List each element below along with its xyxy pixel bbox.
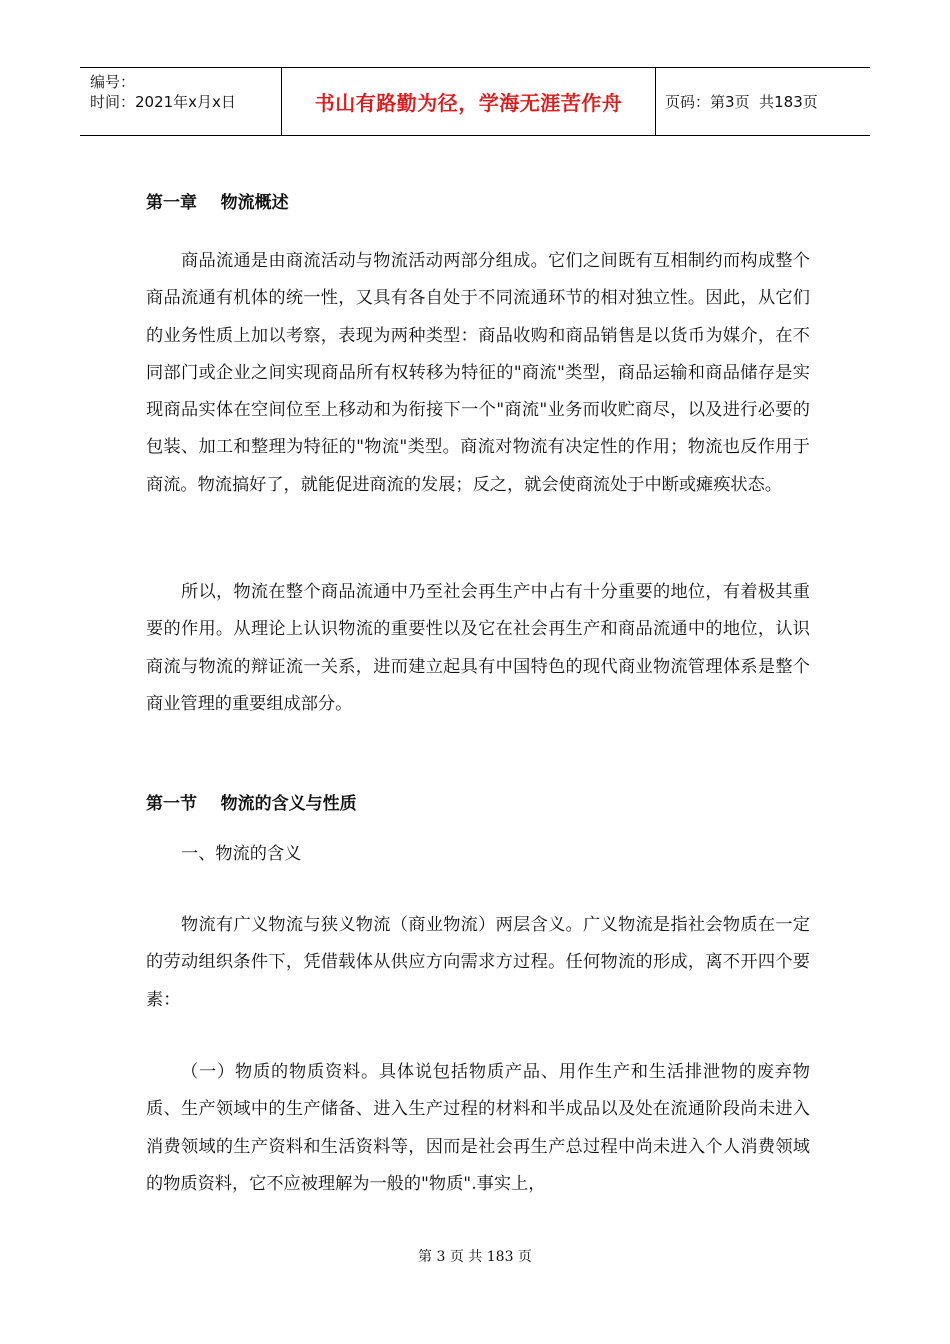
paragraph-intro-1: 商品流通是由商流活动与物流活动两部分组成。它们之间既有互相制约而构成整个商品流通有机体的统一性，又具有各自处于不同流通环节的相对独立性。因此，从它们的业务性质上加以考察，表现为两种类型：商品收购和商品销售是以货币为媒介，在不同部门或企业之间实现商品所有权转移为特征的"商流"类型，商品运输和商品储存是实现商品实体在空间位至上移动和为衔接下一个"商流"业务而收贮商尽，以及进行必要的包装、加工和整理为特征的"物流"类型。商流对物流有决定性的作用；物流也反作用于商流。物流搞好了，就能促进商流的发展；反之，就会使商流处于中断或瘫痪状态。 [146, 251, 810, 495]
paragraph-item-1: （一）物质的物质资料。具体说包括物质产品、用作生产和生活排泄物的废弃物质、生产领域中的生产储备、进入生产过程的材料和半成品以及处在流通阶段尚未进入消费领域的生产资料和生活资料等，因而是社会再生产总过程中尚未进入个人消费领域的物质资料，它不应被理解为一般的"物质".事实上， [146, 1062, 810, 1194]
section-title: 第一节 物流的含义与性质 [146, 794, 357, 814]
page-label: 页码：第 [665, 93, 726, 111]
paragraph-definition: 物流有广义物流与狭义物流（商业物流）两层含义。广义物流是指社会物质在一定的劳动组织条件下，凭借载体从供应方向需求方过程。任何物流的形成，离不开四个要素： [146, 915, 810, 1010]
page-footer: 第 3 页 共 183 页 [418, 1249, 532, 1265]
page-total: 183 [774, 92, 803, 111]
header-page-info [656, 68, 870, 135]
paragraph-intro-2: 所以，物流在整个商品流通中乃至社会再生产中占有十分重要的地位，有着极其重要的作用。从理论上认识物流的重要性以及它在社会再生产和商品流通中的地位，认识商流与物流的辩证流一关系，进而建立起具有中国特色的现代商业物流管理体系是整个商业管理的重要组成部分。 [146, 582, 810, 714]
page-mid: 页 共 [734, 93, 775, 111]
motto-text: 书山有路勤为径，学海无涯苦作舟 [314, 91, 623, 115]
document-header [80, 67, 870, 136]
page-current: 3 [725, 92, 735, 111]
subsection-title: 一、物流的含义 [181, 844, 302, 864]
header-meta [80, 68, 282, 135]
serial-label: 编号： [90, 73, 136, 91]
chapter-title: 第一章 物流概述 [146, 193, 289, 213]
header-motto-cell [282, 68, 656, 135]
page-suffix: 页 [802, 93, 818, 111]
time-label: 时间：2021年x月x日 [90, 93, 236, 111]
